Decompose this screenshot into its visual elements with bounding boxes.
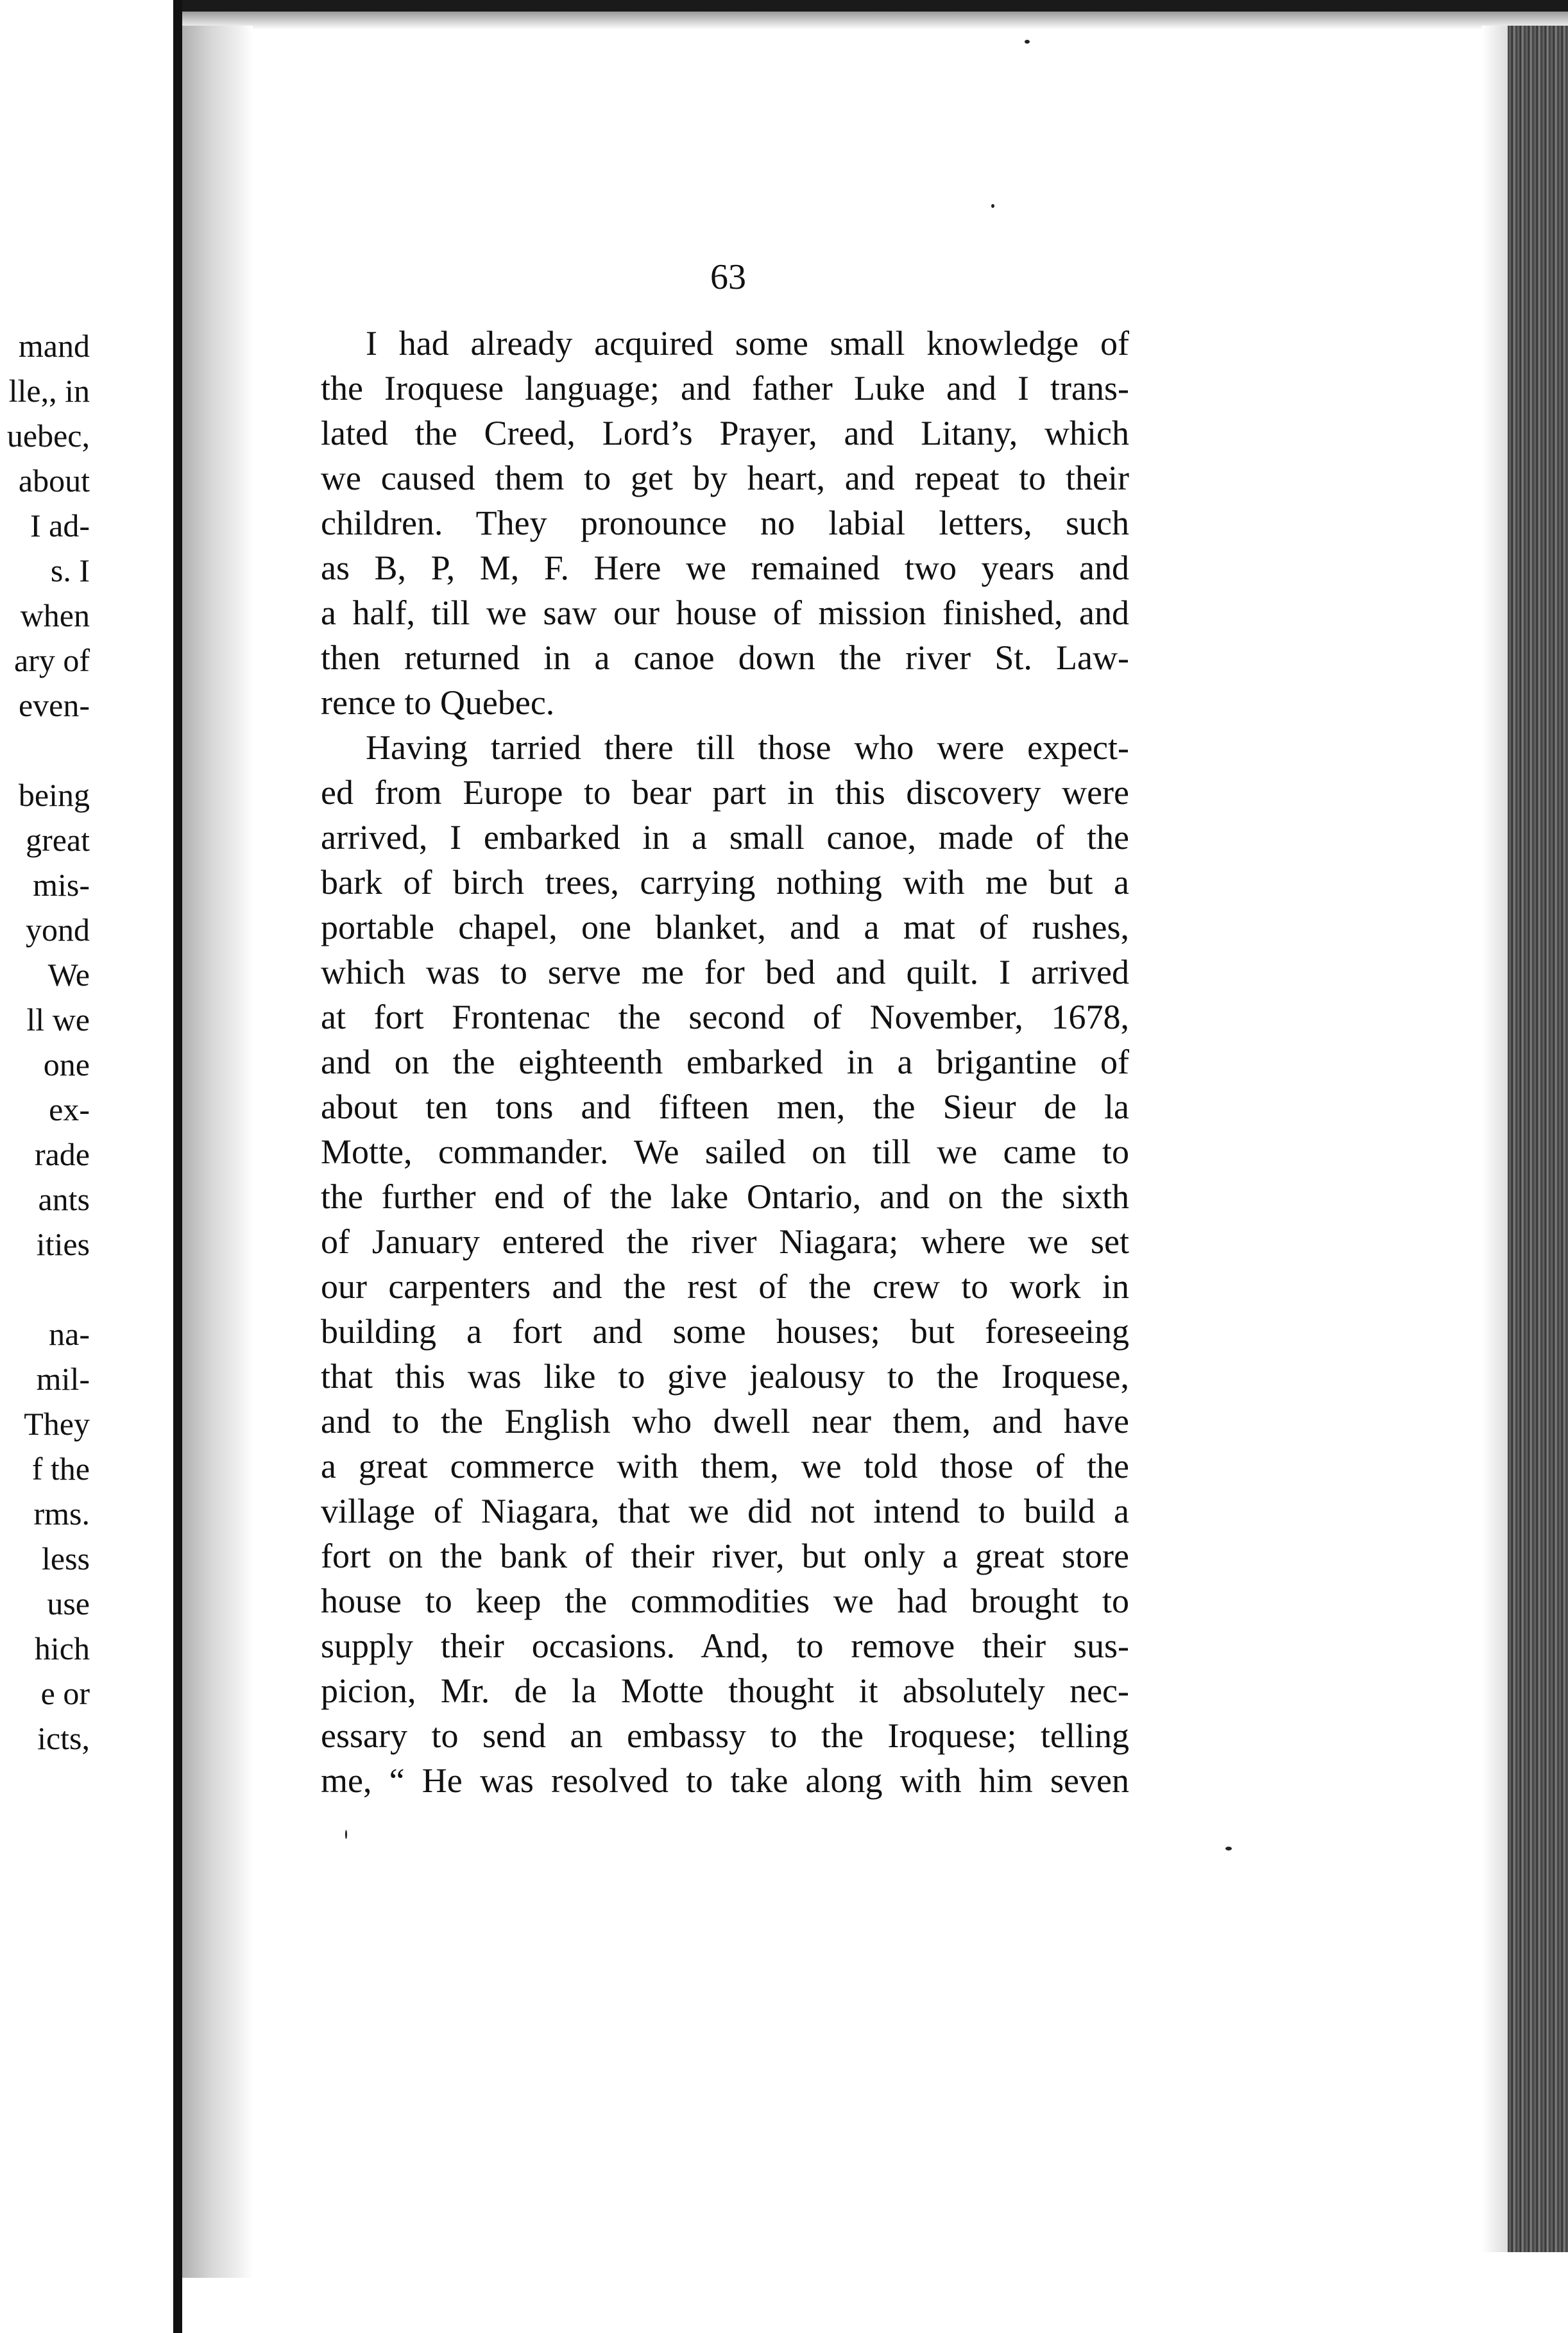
scan-speck [1225, 1847, 1232, 1850]
gutter-shadow [182, 26, 253, 2278]
text-line: a great commerce with them, we told those of the [321, 1447, 1129, 1485]
text-line: lated the Creed, Lord’s Prayer, and Litany, which [321, 414, 1129, 452]
text-line: I had already acquired some small knowledge of [366, 324, 1129, 363]
left-fragment: rms. [33, 1496, 90, 1532]
text-line: house to keep the commodities we had brought to [321, 1582, 1129, 1620]
left-fragment: ities [36, 1226, 90, 1262]
text-line: essary to send an embassy to the Iroquese; telling [321, 1716, 1129, 1755]
left-fragment: great [26, 822, 90, 858]
left-fragment: being [18, 777, 90, 813]
scan-speck [991, 204, 994, 208]
left-fragment: mis- [33, 867, 90, 903]
left-fragment: one [43, 1047, 90, 1082]
text-line: about ten tons and fifteen men, the Sieur de la [321, 1088, 1129, 1126]
left-fragment: hich [34, 1630, 90, 1666]
text-line: as B, P, M, F. Here we remained two years and [321, 549, 1129, 587]
left-fragment: na- [49, 1316, 90, 1352]
text-line: that this was like to give jealousy to the Iroquese, [321, 1357, 1129, 1396]
text-line: village of Niagara, that we did not intend to build a [321, 1492, 1129, 1530]
text-line: of January entered the river Niagara; where we set [321, 1222, 1129, 1261]
page-stack-edge [1508, 26, 1568, 2252]
text-line: we caused them to get by heart, and repeat to their [321, 459, 1129, 497]
scan-top-edge [173, 0, 1568, 12]
left-fragment: They [24, 1406, 90, 1442]
text-line: arrived, I embarked in a small canoe, made of the [321, 818, 1129, 857]
scan-speck [345, 1830, 347, 1839]
left-fragment: ants [38, 1181, 90, 1217]
text-line: Motte, commander. We sailed on till we came to [321, 1132, 1129, 1171]
left-facing-page [0, 0, 192, 2333]
left-fragment: We [47, 957, 90, 993]
text-line: then returned in a canoe down the river St. Law- [321, 638, 1129, 677]
left-fragment: f the [31, 1451, 90, 1487]
page-number: 63 [710, 257, 746, 297]
page-body [321, 321, 1129, 1803]
text-line: and on the eighteenth embarked in a brigantine of [321, 1043, 1129, 1081]
left-fragment: lle,, in [8, 373, 90, 409]
text-line: fort on the bank of their river, but only a great store [321, 1537, 1129, 1575]
text-line: the Iroquese language; and father Luke and I trans- [321, 369, 1129, 407]
text-line: a half, till we saw our house of mission finished, and [321, 594, 1129, 632]
left-fragment: I ad- [30, 508, 90, 543]
scan-top-shadow [182, 12, 1568, 30]
text-line: which was to serve me for bed and quilt. I arrived [321, 953, 1129, 991]
scan-speck [1025, 40, 1030, 44]
left-fragment: use [47, 1585, 90, 1621]
text-line: and to the English who dwell near them, and have [321, 1402, 1129, 1440]
left-fragment: ary of [14, 642, 90, 678]
left-fragment: uebec, [6, 418, 90, 454]
text-line: portable chapel, one blanket, and a mat of rushes, [321, 908, 1129, 946]
text-line: the further end of the lake Ontario, and on the sixth [321, 1177, 1129, 1216]
text-line: rence to Quebec. [321, 683, 555, 722]
binding-gutter [173, 0, 182, 2333]
left-fragment: s. I [50, 552, 90, 588]
left-fragment: mil- [36, 1361, 90, 1397]
text-line: supply their occasions. And, to remove their sus- [321, 1627, 1129, 1665]
left-fragment: ex- [49, 1091, 90, 1127]
left-fragment: rade [34, 1136, 90, 1172]
text-line: Having tarried there till those who were expect- [366, 728, 1129, 767]
left-fragment: even- [18, 687, 90, 723]
left-fragment: less [42, 1541, 90, 1577]
left-fragment: when [20, 597, 90, 633]
text-line: ed from Europe to bear part in this discovery were [321, 773, 1129, 812]
page-edge-shadow [1482, 26, 1508, 2252]
left-fragment: ll we [26, 1002, 90, 1038]
left-fragment: about [18, 463, 90, 499]
left-fragment: yond [26, 912, 90, 948]
left-fragment: e or [40, 1675, 90, 1711]
text-line: me, “ He was resolved to take along with him seven [321, 1761, 1129, 1800]
left-fragment: mand [18, 328, 90, 364]
text-line: our carpenters and the rest of the crew to work in [321, 1267, 1129, 1306]
text-line: children. They pronounce no labial letters, such [321, 504, 1129, 542]
text-line: picion, Mr. de la Motte thought it absolutely nec- [321, 1671, 1129, 1710]
left-fragment: icts, [37, 1720, 90, 1756]
text-line: building a fort and some houses; but foreseeing [321, 1312, 1129, 1351]
text-line: bark of birch trees, carrying nothing with me but a [321, 863, 1129, 902]
text-line: at fort Frontenac the second of November, 1678, [321, 998, 1129, 1036]
